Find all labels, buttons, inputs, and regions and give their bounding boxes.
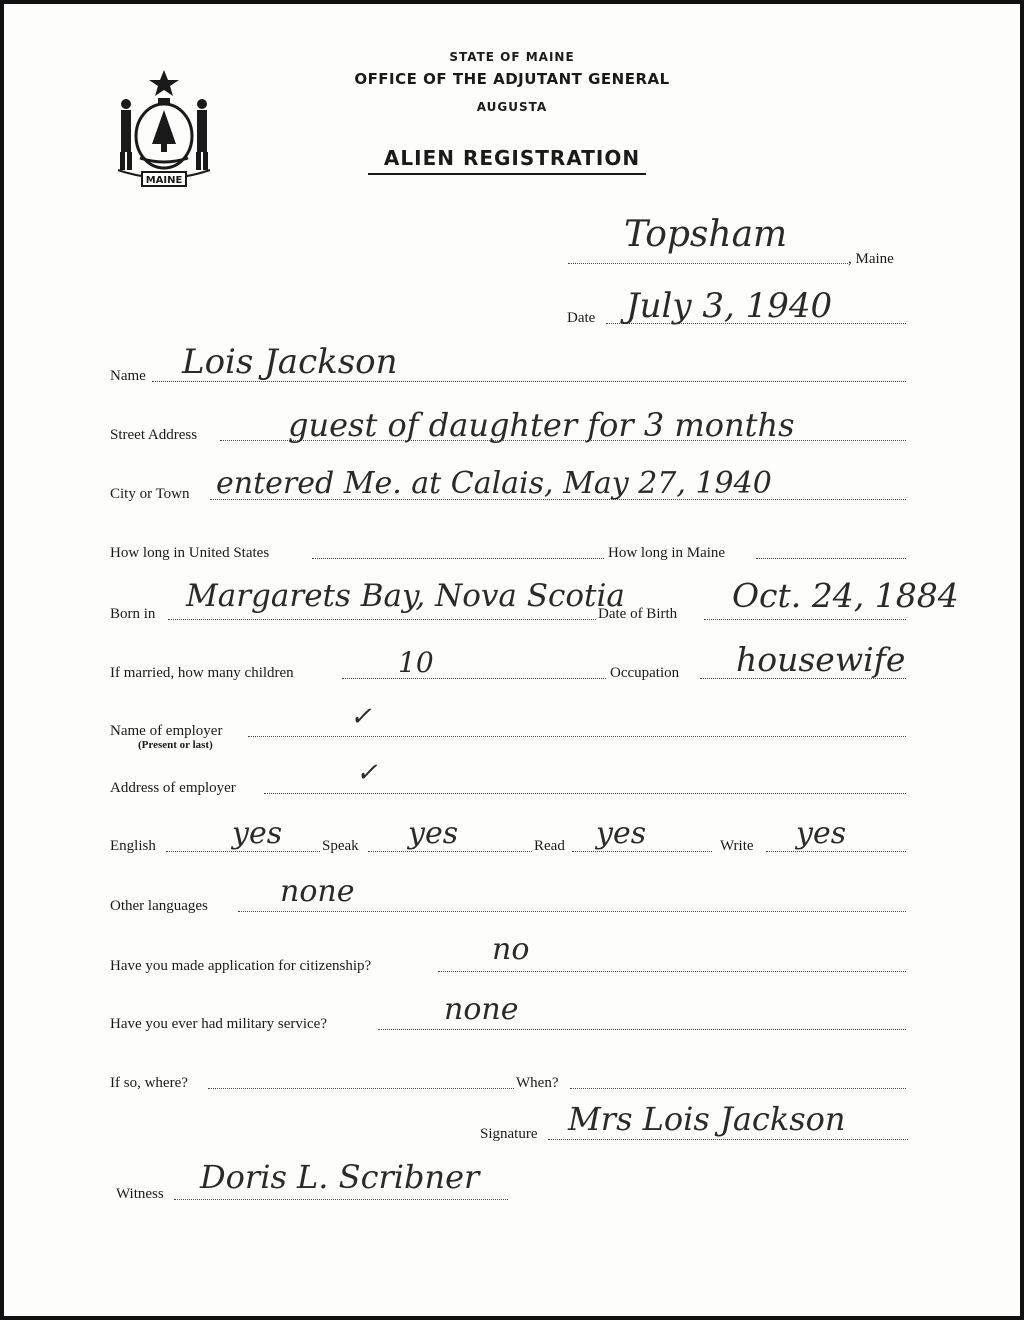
witness-label: Witness [116,1186,164,1202]
date-label: Date [567,310,596,326]
town-line [568,263,848,264]
military-label: Have you ever had military service? [110,1016,327,1032]
children-line [342,678,606,679]
town-value: Topsham [624,214,788,255]
employer-label: Name of employer [110,723,223,739]
where-line [208,1088,514,1089]
when-label: When? [516,1075,559,1091]
write-label: Write [720,838,754,854]
born-in-label: Born in [110,606,156,622]
citizenship-value: no [492,932,530,967]
occupation-label: Occupation [610,665,680,681]
read-label: Read [534,838,565,854]
registration-form [4,4,1020,1316]
military-value: none [444,992,519,1027]
name-value: Lois Jackson [182,342,398,382]
where-label: If so, where? [110,1075,188,1091]
date-of-birth-line [704,619,906,620]
city-town-value: entered Me. at Calais, May 27, 1940 [216,466,772,501]
title-underline [368,173,646,175]
employer-address-line [264,793,906,794]
date-of-birth-value: Oct. 24, 1884 [732,576,959,615]
how-long-us-line [312,558,604,559]
when-line [570,1088,906,1089]
occupation-value: housewife [736,640,906,679]
street-label: Street Address [110,427,198,443]
children-value: 10 [398,646,434,679]
date-value: July 3, 1940 [626,286,833,326]
how-long-maine-label: How long in Maine [608,545,726,561]
children-label: If married, how many children [110,665,294,681]
witness-value: Doris L. Scribner [200,1158,480,1196]
employer-address-label: Address of employer [110,780,236,796]
signature-value: Mrs Lois Jackson [568,1100,846,1138]
born-in-value: Margarets Bay, Nova Scotia [186,578,625,614]
other-languages-label: Other languages [110,898,208,914]
how-long-us-label: How long in United States [110,545,270,561]
employer-address-value: ✓ [356,758,378,788]
state-heading: STATE OF MAINE [449,50,575,64]
military-line [378,1029,906,1030]
witness-line [174,1199,508,1200]
employer-note: (Present or last) [138,739,213,751]
english-line [166,851,320,852]
office-heading: OFFICE OF THE ADJUTANT GENERAL [354,70,670,88]
speak-line [368,851,532,852]
english-value: yes [232,816,283,851]
write-value: yes [796,816,847,851]
read-value: yes [596,816,647,851]
date-of-birth-label: Date of Birth [598,606,678,622]
how-long-maine-line [756,558,906,559]
employer-value: ✓ [350,702,372,732]
citizenship-line [438,971,906,972]
employer-line [248,736,906,737]
signature-label: Signature [480,1126,538,1142]
form-title: ALIEN REGISTRATION [383,146,641,170]
speak-value: yes [408,816,459,851]
english-label: English [110,838,156,854]
write-line [766,851,906,852]
signature-line [548,1139,908,1140]
street-value: guest of daughter for 3 months [288,406,795,444]
born-in-line [168,619,596,620]
other-languages-value: none [280,874,355,909]
maine-label: , Maine [848,251,894,267]
seal-banner-text: MAINE [145,175,183,186]
speak-label: Speak [322,838,359,854]
name-label: Name [110,368,146,384]
read-line [572,851,712,852]
citizenship-label: Have you made application for citizenship? [110,958,372,974]
city-town-label: City or Town [110,486,190,502]
city-heading: AUGUSTA [476,100,548,114]
other-languages-line [238,911,906,912]
